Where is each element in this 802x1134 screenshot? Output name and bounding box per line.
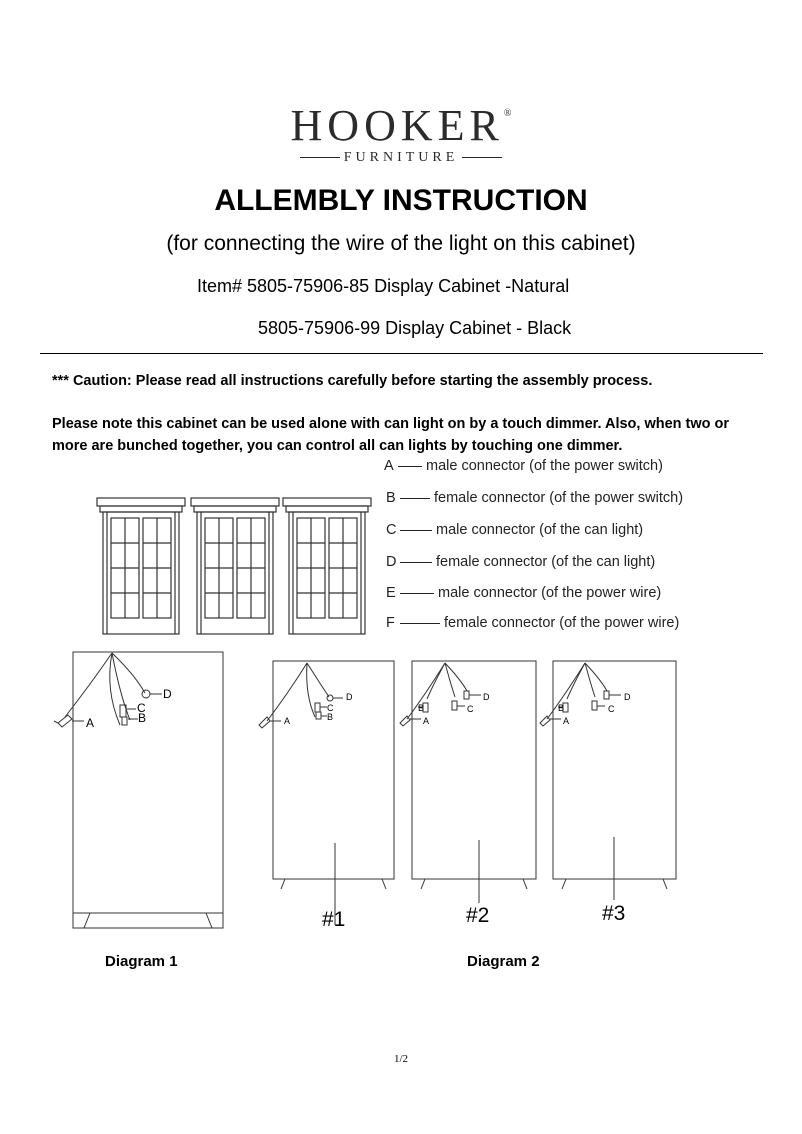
d2-c3-connector-b: B [558,703,565,713]
cabinet-number-2: #2 [466,904,490,927]
d2-c1-connector-c: C [327,703,334,713]
legend-item-b: B female connector (of the power switch) [386,490,684,506]
legend-item-c: C male connector (of the can light) [386,522,644,538]
d2-c2-connector-c: C [467,704,474,714]
brand-subtitle [0,150,802,166]
item-line-black: 5805-75906-99 Display Cabinet - Black [258,318,572,338]
d2-c2-connector-a: A [423,716,430,726]
d2-c3-connector-d: D [624,692,631,702]
d2-c2-connector-b: B [418,703,425,713]
brand-sub-text: FURNITURE [343,150,459,165]
caution-text: *** Caution: Please read all instructions carefully before starting the assembly process. [52,373,653,389]
cabinet-front-1 [97,498,185,634]
page-number: 1/2 [393,1053,409,1065]
d2-c2-connector-d: D [483,692,490,702]
diagram-2-label: Diagram 2 [467,953,540,970]
cabinet-front-2 [191,498,279,634]
d1-connector-a: A [86,716,95,730]
d2-c3-connector-a: A [563,716,570,726]
d2-c1-connector-d: D [346,692,353,702]
legend-item-a: A male connector (of the power switch) [384,458,663,474]
d1-connector-c: C [137,701,146,715]
diagram-2-cabinet-3 [540,661,676,900]
legend-item-f: F female connector (of the power wire) [386,615,680,631]
page-subtitle: (for connecting the wire of the light on this cabinet) [166,232,636,255]
cabinet-front-3 [283,498,371,634]
legend-item-e: E male connector (of the power wire) [386,585,662,601]
d1-connector-d: D [163,687,172,701]
usage-note: Please note this cabinet can be used alone with can light on by a touch dimmer. Also, when two or more are bunched together, you can control all can lights by touching one dimmer. [52,416,730,454]
d2-c1-connector-a: A [284,716,291,726]
item-line-natural: Item# 5805-75906-85 Display Cabinet -Natural [197,276,570,296]
cabinets-illustration [95,498,375,638]
header-divider [40,353,763,354]
d2-c1-connector-b: B [327,712,334,722]
cabinet-number-1: #1 [322,908,346,931]
brand-logo [0,100,802,151]
legend-item-d: D female connector (of the can light) [386,554,656,570]
diagram-2-cabinet-2 [400,661,536,903]
d2-c3-connector-c: C [608,704,615,714]
registered-mark: ® [503,108,512,119]
brand-name: HOOKER [290,101,504,150]
diagram-1-label: Diagram 1 [105,953,178,970]
diagram-1-cabinet [50,645,230,935]
page-title: ALLEMBLY INSTRUCTION [214,184,588,217]
d1-connector-b: B [138,711,147,725]
diagram-2-cabinets [255,655,695,895]
cabinet-number-3: #3 [602,902,626,925]
diagram-2-cabinet-1 [259,661,394,925]
